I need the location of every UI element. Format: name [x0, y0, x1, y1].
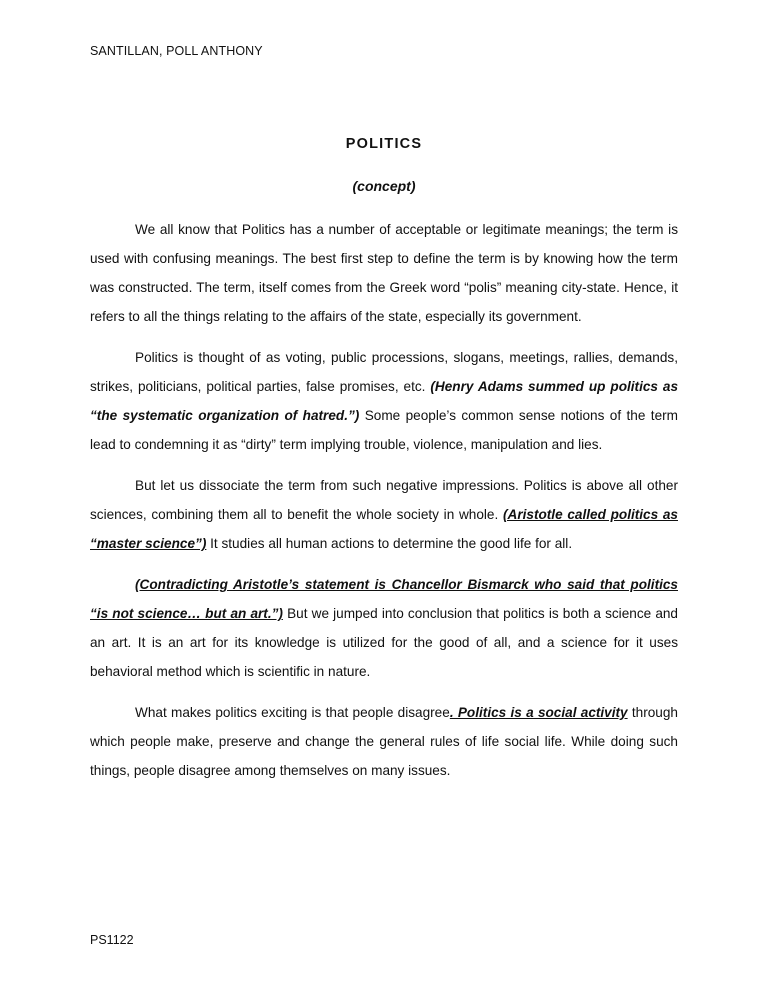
paragraph-4 — [90, 570, 678, 686]
paragraph-3-text-end: It studies all human actions to determine the good life for all. — [206, 536, 573, 551]
paragraph-3-text: But let us dissociate the term from such negative impressions. Politics is above all other sciences, combining them all to benefit the whole society in whole. — [90, 478, 678, 522]
footer-code: PS1122 — [90, 933, 134, 947]
document-title: POLITICS — [345, 136, 423, 152]
paragraph-5-text: What makes politics exciting is that people disagree — [135, 705, 450, 720]
paragraph-3 — [90, 471, 678, 558]
paragraph-2 — [90, 343, 678, 459]
paragraph-1: We all know that Politics has a number of acceptable or legitimate meanings; the term is used with confusing meanings. The best first step to define the term is by knowing how the term was constructed. The term, itself comes from the Greek word “polis” meaning city-state. Hence, it refers to all the things relating to the affairs of the state, especially its government. — [90, 222, 678, 324]
paragraph-5-text-end: through which people make, preserve and change the general rules of life social life. While doing such things, people disagree among themselves on many issues. — [90, 705, 678, 778]
paragraph-2-text-end: Some people’s common sense notions of the term lead to condemning it as “dirty” term implying trouble, violence, manipulation and lies. — [90, 408, 678, 452]
paragraph-5 — [90, 698, 678, 785]
author-name: SANTILLAN, POLL ANTHONY — [90, 44, 263, 58]
document-subtitle: (concept) — [352, 178, 416, 194]
aristotle-quote: (Aristotle called politics as “master science”) — [90, 507, 678, 551]
henry-adams-quote: (Henry Adams summed up politics as “the systematic organization of hatred.”) — [90, 379, 679, 423]
document-body — [90, 215, 678, 797]
bismarck-quote: (Contradicting Aristotle’s statement is Chancellor Bismarck who said that politics “is not science… but an art.”) — [90, 577, 678, 621]
paragraph-4-text: But we jumped into conclusion that politics is both a science and an art. It is an art for its knowledge is utilized for the good of all, and a science for it uses behavioral method which is scientific in nature. — [90, 606, 678, 679]
social-activity-emphasis: . Politics is a social activity — [449, 705, 628, 720]
paragraph-2-text: Politics is thought of as voting, public processions, slogans, meetings, rallies, demands, strikes, politicians, political parties, false promises, etc. — [90, 350, 678, 394]
